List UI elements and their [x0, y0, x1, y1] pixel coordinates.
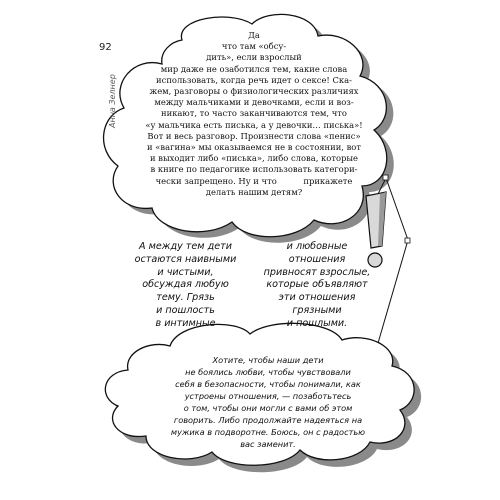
- text-line: отношения: [288, 253, 346, 265]
- text-line: устроены отношения, — позаботьтесь: [184, 391, 352, 401]
- text-line: и чистыми,: [157, 266, 214, 278]
- text-line: мир даже не озаботился тем, какие слова: [160, 63, 348, 74]
- text-line: остаются наивными: [134, 253, 237, 265]
- author-name-vertical: Анна Зелнер: [108, 74, 117, 128]
- text-line: делать нашим детям?: [205, 186, 303, 197]
- text-line: «у мальчика есть писька, а у девочки… писька»!: [145, 119, 363, 130]
- text-line: о том, чтобы они могли с вами об этом: [183, 403, 353, 413]
- text-line: обсуждая любую: [142, 279, 229, 291]
- bottom-cloud-text: [148, 354, 388, 450]
- text-line: между мальчиками и девочками, если и воз-: [154, 97, 354, 108]
- middle-left-column: [128, 241, 243, 331]
- text-line: мужика в подворотне. Боюсь, он с радостью: [170, 427, 366, 437]
- text-line: тему. Грязь: [156, 292, 215, 304]
- text-line: жем, разговоры о физиологических различиях: [149, 86, 359, 97]
- text-line: эти отношения: [278, 292, 356, 304]
- text-line: А между тем дети: [139, 241, 232, 252]
- text-line: Вот и весь разговор. Произнести слова «пенис»: [147, 130, 361, 141]
- text-line: себя в безопасности, чтобы понимали, как: [175, 379, 361, 389]
- text-line: в интимные: [155, 317, 216, 329]
- text-line: Хотите, чтобы наши дети: [212, 355, 324, 365]
- text-line: не боялись любви, чтобы чувствовали: [185, 367, 351, 377]
- exclamation-mark-icon: [366, 175, 410, 353]
- middle-right-column: [262, 241, 372, 331]
- text-line: и пошлость: [156, 304, 215, 316]
- text-line: говорить. Либо продолжайте надеяться на: [173, 415, 363, 425]
- text-line: дить», если взрослый: [206, 52, 302, 63]
- text-line: никают, то часто заканчиваются тем, что: [161, 108, 347, 119]
- text-line: и любовные: [286, 241, 348, 252]
- text-line: грязными: [292, 304, 342, 316]
- text-line: привносят взрослые,: [263, 266, 371, 278]
- text-line: вас заменит.: [240, 439, 296, 449]
- page-number: 92: [99, 42, 112, 53]
- text-line: что там «обсу-: [221, 41, 287, 52]
- text-line: и пошлыми.: [286, 317, 348, 329]
- text-line: чески запрещено. Ну и что прикажете: [155, 175, 353, 186]
- text-line: использовать, когда речь идет о сексе! Ска-: [156, 74, 352, 85]
- text-line: Да: [248, 30, 260, 40]
- top-cloud-text: [124, 30, 384, 198]
- text-line: которые объявляют: [266, 279, 368, 291]
- text-line: в книге по педагогике использовать категори-: [150, 164, 358, 175]
- text-line: и «вагина» мы оказываемся не в состоянии, вот: [147, 142, 361, 153]
- text-line: и выходит либо «писька», либо слова, которые: [150, 153, 358, 164]
